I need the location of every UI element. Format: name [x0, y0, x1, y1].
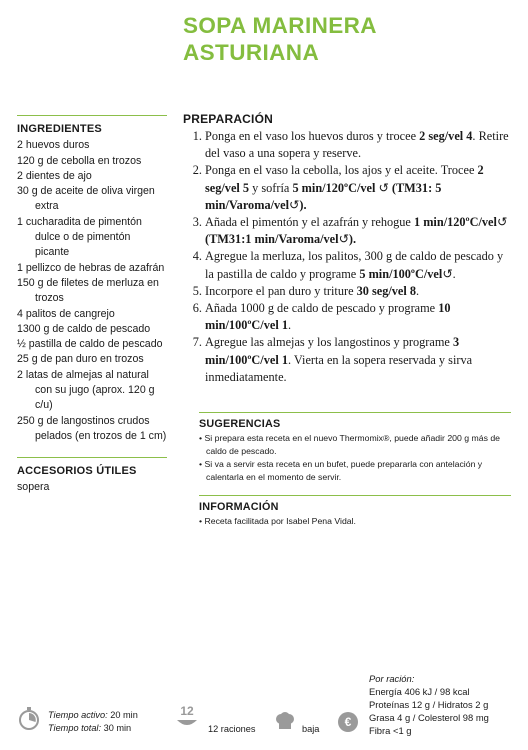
ingredients-section — [17, 115, 167, 444]
accessories-section — [17, 457, 167, 496]
servings-icon — [176, 704, 198, 730]
preparation-step — [205, 128, 511, 162]
step-text: Incorpore el pan duro y triture — [205, 283, 357, 298]
step-text: . Retire del vaso a una sopera y reserve. — [205, 129, 509, 161]
information-heading: INFORMACIÓN — [199, 501, 279, 513]
suggestions-list — [199, 432, 511, 484]
step-text: 1 min/120ºC/vel — [413, 215, 497, 230]
preparation-step — [205, 334, 511, 386]
step-text: 5 min/100ºC/vel — [359, 266, 443, 281]
nutrition-line: Energía 406 kJ / 98 kcal — [369, 686, 470, 697]
stopwatch-icon — [18, 706, 40, 730]
preparation-section — [183, 112, 511, 386]
ingredients-list — [17, 138, 167, 444]
reverse-icon: ↺ — [289, 197, 300, 212]
total-time-label: Tiempo total: — [48, 722, 102, 733]
suggestion-item: • Si prepara esta receta en el nuevo Thermomix®, puede añadir 200 g más de caldo de pescado. — [199, 432, 511, 458]
step-text: ). — [348, 232, 357, 247]
active-time-label: Tiempo activo: — [48, 710, 108, 720]
ingredient-item: 2 latas de almejas al natural con su jugo (aprox. 120 g c/u) — [17, 368, 155, 412]
step-text: Añada 1000 g de caldo de pescado y programe — [205, 301, 439, 316]
reverse-icon: ↺ — [338, 232, 349, 247]
chef-hat-icon — [274, 712, 296, 732]
ingredient-item: 1300 g de caldo de pescado — [17, 322, 151, 335]
preparation-steps — [183, 128, 511, 386]
step-text: . Vierta en la sopera reservada y sirva inmediatamente. — [205, 352, 473, 384]
step-text: ). — [299, 197, 307, 212]
step-text: Ponga en el vaso la cebolla, los ajos y el aceite. Trocee — [205, 163, 478, 178]
total-time-value: 30 min — [103, 722, 132, 733]
step-text: Añada el pimentón y el azafrán y rehogue — [205, 215, 414, 230]
reverse-icon: ↺ — [442, 266, 453, 281]
ingredient-item: ½ pastilla de caldo de pescado — [17, 338, 163, 351]
reverse-icon: ↺ — [496, 215, 508, 230]
step-text: Agregue las almejas y los langostinos y programe — [205, 335, 453, 350]
step-text: 2 seg/vel 5 — [205, 163, 484, 195]
ingredient-item: 2 huevos duros — [17, 139, 90, 152]
times-block — [48, 709, 138, 734]
reverse-icon: ↺ — [378, 180, 389, 195]
step-text: Ponga en el vaso los huevos duros y trocee — [205, 129, 420, 143]
active-time-value: 20 min — [110, 710, 138, 720]
suggestions-rule — [199, 412, 511, 413]
accessories-list — [17, 480, 167, 495]
suggestion-item: • Si va a servir esta receta en un bufet, puede prepararla con antelación y calentarla en el momento de servir. — [199, 458, 511, 484]
nutrition-header: Por ración: — [369, 673, 415, 684]
step-text: (TM31: 5 min/Varoma/vel — [205, 180, 442, 212]
ingredient-item: 2 dientes de ajo — [17, 169, 92, 182]
preparation-step — [205, 300, 511, 334]
servings-text: 12 raciones — [208, 724, 256, 734]
step-text: . — [452, 266, 456, 281]
step-text: 3 min/100ºC/vel 1 — [205, 335, 460, 367]
step-text: . — [287, 318, 292, 333]
suggestions-section — [199, 412, 511, 484]
ingredient-item: 1 cucharadita de pimentón dulce o de pimentón picante — [17, 215, 142, 259]
cost-symbol: € — [344, 715, 352, 729]
information-section — [199, 495, 511, 528]
step-text: Agregue la merluza, los palitos, 300 g de caldo de pescado y la pastilla de caldo y programe — [205, 249, 504, 281]
step-text: 5 min/120ºC/vel — [292, 180, 379, 195]
ingredient-item: 1 pellizco de hebras de azafrán — [17, 261, 165, 274]
step-text: 10 min/100ºC/vel 1 — [205, 301, 451, 333]
preparation-step — [205, 248, 511, 282]
difficulty-text: baja — [302, 724, 320, 734]
step-text: . — [416, 283, 420, 298]
step-text: 30 seg/vel 8 — [356, 283, 417, 298]
recipe-title — [183, 12, 513, 66]
ingredients-rule — [17, 115, 167, 116]
nutrition-line: Proteínas 12 g / Hidratos 2 g — [369, 699, 489, 710]
preparation-step — [205, 283, 511, 300]
cost-icon — [338, 712, 358, 732]
ingredient-item: 150 g de filetes de merluza en trozos — [17, 276, 159, 305]
accessories-rule — [17, 457, 167, 458]
step-text: y sofría — [249, 180, 293, 195]
preparation-step — [205, 162, 511, 214]
information-rule — [199, 495, 511, 496]
title-line-2: ASTURIANA — [183, 40, 320, 65]
nutrition-line: Fibra <1 g — [369, 725, 412, 736]
ingredient-item: 30 g de aceite de oliva virgen extra — [17, 185, 155, 213]
step-text: (TM31:1 min/Varoma/vel — [205, 232, 339, 247]
nutrition-line: Grasa 4 g / Colesterol 98 mg — [369, 712, 489, 723]
ingredient-item: 4 palitos de cangrejo — [17, 307, 115, 320]
preparation-step — [205, 214, 511, 248]
preparation-heading: PREPARACIÓN — [183, 112, 273, 126]
ingredient-item: 120 g de cebolla en trozos — [17, 154, 142, 167]
ingredient-item: 25 g de pan duro en trozos — [17, 353, 144, 366]
ingredients-heading: INGREDIENTES — [17, 123, 102, 135]
accessory-item: sopera — [17, 481, 50, 494]
information-item: • Receta facilitada por Isabel Pena Vidal. — [199, 515, 511, 528]
information-list — [199, 515, 511, 528]
nutrition-block — [369, 672, 489, 737]
servings-number: 12 — [180, 704, 194, 718]
ingredient-item: 250 g de langostinos crudos pelados (en trozos de 1 cm) — [17, 414, 167, 442]
title-line-1: SOPA MARINERA — [183, 13, 377, 38]
accessories-heading: ACCESORIOS ÚTILES — [17, 465, 137, 477]
step-text: 2 seg/vel 4 — [419, 129, 473, 143]
suggestions-heading: SUGERENCIAS — [199, 418, 281, 430]
